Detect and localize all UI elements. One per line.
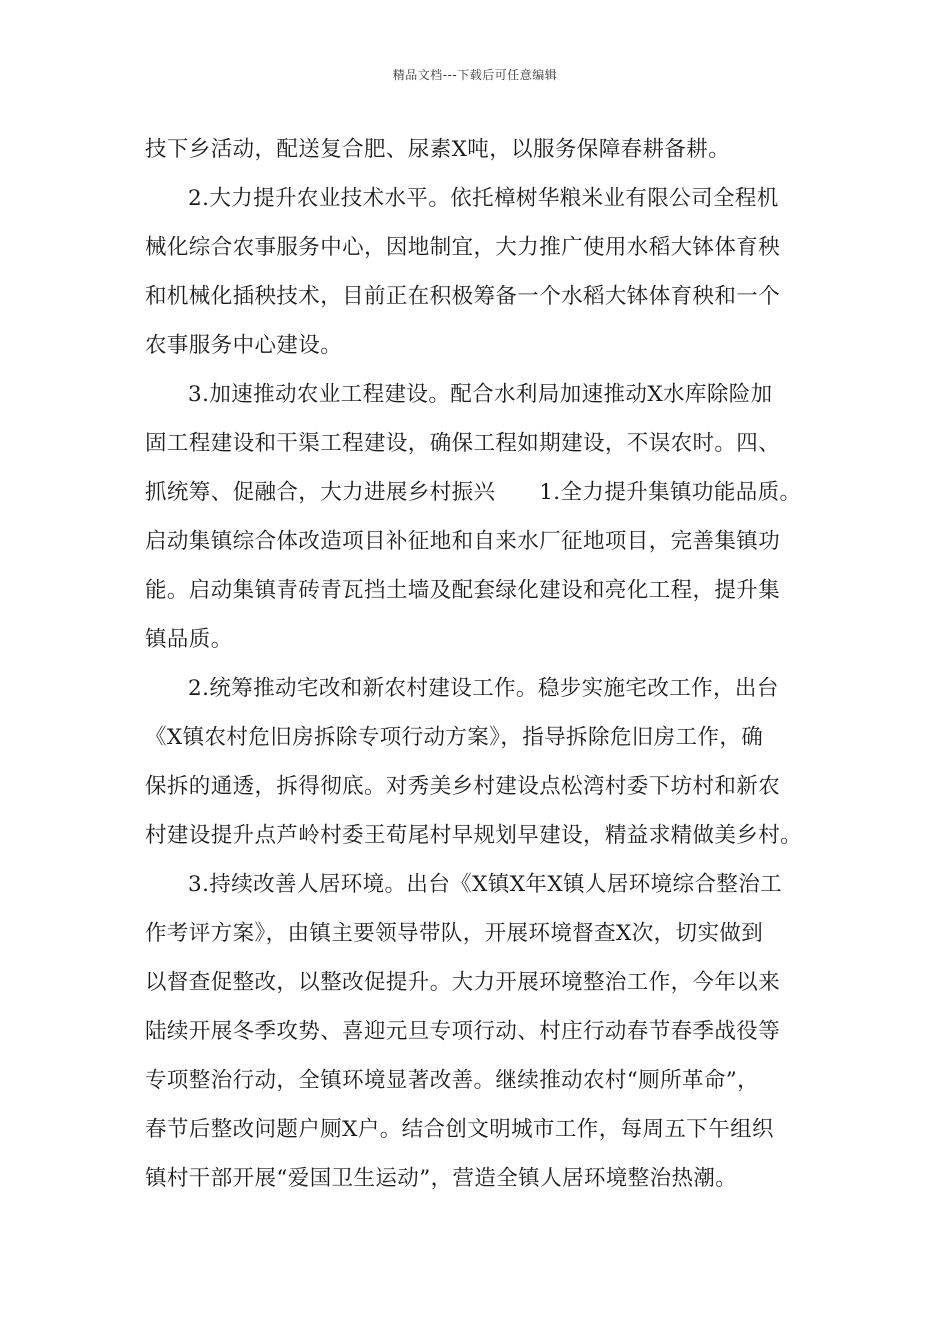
text-line: 固工程建设和干渠工程建设，确保工程如期建设，不误农时。四、 (145, 431, 781, 456)
text-line: 3.持续改善人居环境。出台《X镇X年X镇人居环境综合整治工 (188, 872, 783, 897)
text-line: 以督查促整改，以整改促提升。大力开展环境整治工作，今年以来 (145, 970, 781, 995)
text-line: 启动集镇综合体改造项目补征地和自来水厂征地项目，完善集镇功 (145, 529, 781, 554)
text-line: 村建设提升点芦岭村委王荀尾村早规划早建设，精益求精做美乡村。 (145, 823, 803, 848)
text-line: 3.加速推动农业工程建设。配合水利局加速推动X水库除险加 (188, 382, 773, 407)
text-line: 镇品质。 (145, 627, 233, 652)
text-line: 作考评方案》，由镇主要领导带队，开展环境督查X次，切实做到 (145, 921, 764, 946)
text-line: 2.大力提升农业技术水平。依托樟树华粮米业有限公司全程机 (188, 186, 779, 211)
text-line: 抓统筹、促融合，大力进展乡村振兴 1.全力提升集镇功能品质。 (145, 480, 802, 505)
body-text (145, 132, 815, 1210)
text-line: 技下乡活动，配送复合肥、尿素X吨，以服务保障春耕备耕。 (145, 137, 731, 162)
text-line: 陆续开展冬季攻势、喜迎元旦专项行动、村庄行动春节春季战役等 (145, 1019, 781, 1044)
text-line: 保拆的通透，拆得彻底。对秀美乡村建设点松湾村委下坊村和新农 (145, 774, 781, 799)
page-header: 精品文档---下载后可任意编辑 (392, 68, 558, 82)
text-line: 能。启动集镇青砖青瓦挡土墙及配套绿化建设和亮化工程，提升集 (145, 578, 781, 603)
text-line: 和机械化插秧技术，目前正在积极筹备一个水稻大钵体育秧和一个 (145, 284, 781, 309)
text-line: 专项整治行动，全镇环境显著改善。继续推动农村“厕所革命”， (145, 1068, 760, 1093)
text-line: 农事服务中心建设。 (145, 333, 343, 358)
text-line: 2.统筹推动宅改和新农村建设工作。稳步实施宅改工作，出台 (188, 676, 779, 701)
text-line: 春节后整改问题户厕X户。结合创文明城市工作，每周五下午组织 (145, 1117, 774, 1142)
text-line: 《X镇农村危旧房拆除专项行动方案》，指导拆除危旧房工作，确 (145, 725, 764, 750)
text-line: 械化综合农事服务中心，因地制宜，大力推广使用水稻大钵体育秧 (145, 235, 781, 260)
text-line: 镇村干部开展“爱国卫生运动”，营造全镇人居环境整治热潮。 (145, 1166, 738, 1191)
